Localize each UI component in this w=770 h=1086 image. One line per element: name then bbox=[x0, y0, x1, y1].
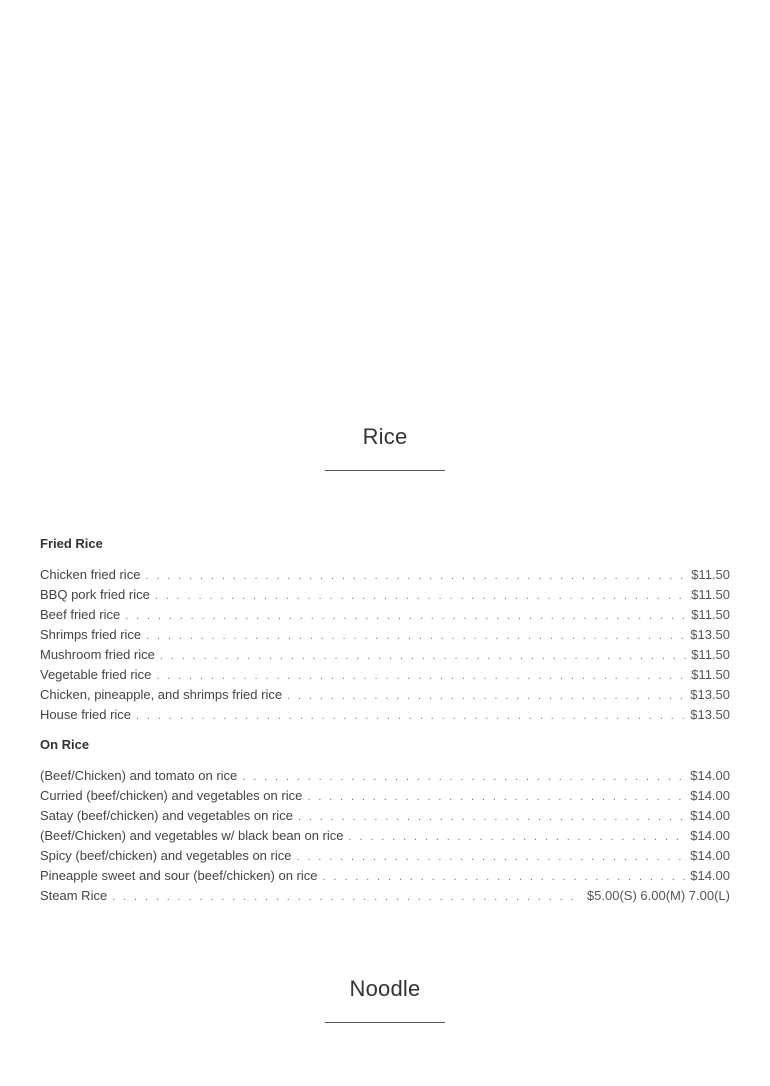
group-heading-on-rice: On Rice bbox=[40, 737, 90, 752]
menu-item bbox=[40, 665, 730, 685]
item-name: Curried (beef/chicken) and vegetables on rice bbox=[40, 788, 303, 803]
menu-item bbox=[40, 886, 730, 906]
section-title-noodle: Noodle bbox=[349, 976, 421, 1001]
item-name: (Beef/Chicken) and vegetables w/ black bean on rice bbox=[40, 828, 344, 843]
item-price: $14.00 bbox=[690, 828, 730, 843]
dot-leader bbox=[323, 867, 686, 887]
item-price: $14.00 bbox=[690, 768, 730, 783]
section-divider-noodle bbox=[325, 1022, 445, 1023]
dot-leader bbox=[156, 666, 686, 686]
dot-leader bbox=[155, 586, 686, 606]
item-name: Steam Rice bbox=[40, 888, 108, 903]
item-price: $11.50 bbox=[691, 647, 730, 662]
item-price: $11.50 bbox=[691, 607, 730, 622]
dot-leader bbox=[146, 626, 685, 646]
item-name: Chicken, pineapple, and shrimps fried rice bbox=[40, 687, 283, 702]
menu-item bbox=[40, 645, 730, 665]
menu-item bbox=[40, 846, 730, 866]
item-name: House fried rice bbox=[40, 707, 132, 722]
section-divider-rice bbox=[325, 470, 445, 471]
menu-item bbox=[40, 565, 730, 585]
dot-leader bbox=[349, 827, 686, 847]
dot-leader bbox=[242, 767, 685, 787]
item-name: Chicken fried rice bbox=[40, 567, 141, 582]
item-name: Pineapple sweet and sour (beef/chicken) on rice bbox=[40, 868, 318, 883]
item-name: Beef fried rice bbox=[40, 607, 121, 622]
item-price: $14.00 bbox=[690, 788, 730, 803]
dot-leader bbox=[136, 706, 685, 726]
dot-leader bbox=[112, 887, 582, 907]
item-price: $13.50 bbox=[690, 687, 730, 702]
menu-item bbox=[40, 806, 730, 826]
dot-leader bbox=[296, 847, 685, 867]
menu-item bbox=[40, 605, 730, 625]
item-price: $11.50 bbox=[691, 667, 730, 682]
menu-item bbox=[40, 625, 730, 645]
item-name: Spicy (beef/chicken) and vegetables on rice bbox=[40, 848, 292, 863]
item-name: Mushroom fried rice bbox=[40, 647, 155, 662]
item-price: $13.50 bbox=[690, 627, 730, 642]
item-price: $13.50 bbox=[690, 707, 730, 722]
item-name: BBQ pork fried rice bbox=[40, 587, 150, 602]
menu-item bbox=[40, 766, 730, 786]
dot-leader bbox=[145, 566, 686, 586]
menu-item bbox=[40, 585, 730, 605]
dot-leader bbox=[160, 646, 686, 666]
dot-leader bbox=[287, 686, 685, 706]
item-price: $11.50 bbox=[691, 567, 730, 582]
item-price: $14.00 bbox=[690, 868, 730, 883]
item-name: Satay (beef/chicken) and vegetables on rice bbox=[40, 808, 293, 823]
menu-list-fried-rice bbox=[40, 565, 730, 725]
menu-item bbox=[40, 786, 730, 806]
dot-leader bbox=[125, 606, 686, 626]
item-price: $14.00 bbox=[690, 808, 730, 823]
group-heading-fried-rice: Fried Rice bbox=[40, 536, 103, 551]
item-name: (Beef/Chicken) and tomato on rice bbox=[40, 768, 238, 783]
menu-item bbox=[40, 826, 730, 846]
item-name: Vegetable fried rice bbox=[40, 667, 152, 682]
item-name: Shrimps fried rice bbox=[40, 627, 142, 642]
item-price: $11.50 bbox=[691, 587, 730, 602]
item-price: $5.00(S) 6.00(M) 7.00(L) bbox=[586, 888, 730, 903]
menu-item bbox=[40, 705, 730, 725]
menu-item bbox=[40, 866, 730, 886]
section-title-rice: Rice bbox=[362, 424, 408, 449]
dot-leader bbox=[298, 807, 685, 827]
menu-item bbox=[40, 685, 730, 705]
menu-list-on-rice bbox=[40, 766, 730, 906]
dot-leader bbox=[307, 787, 685, 807]
item-price: $14.00 bbox=[690, 848, 730, 863]
